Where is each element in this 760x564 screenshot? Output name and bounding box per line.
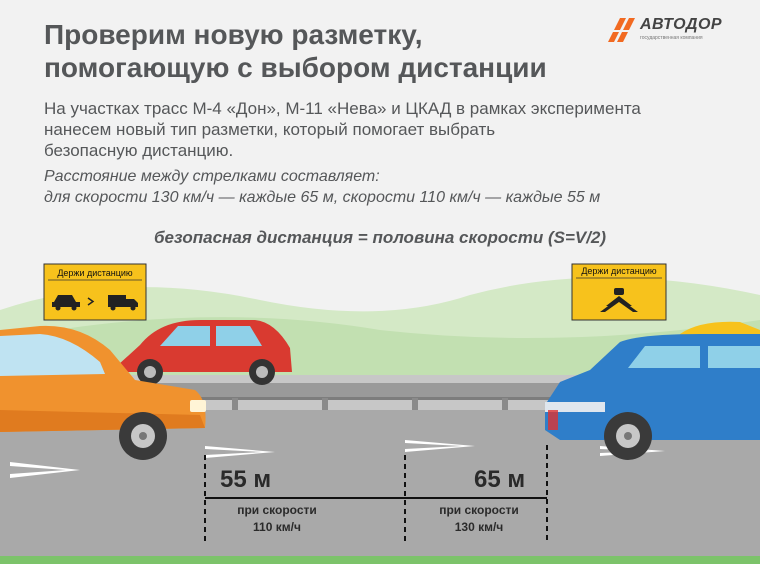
distance-55-note-line-1: при скорости — [237, 503, 317, 517]
sign-right-label: Держи дистанцию — [581, 266, 657, 276]
keep-distance-sign-right — [572, 264, 666, 320]
intro-line-1: На участках трасс М-4 «Дон», М-11 «Нева» и ЦКАД в рамках эксперимента — [44, 99, 641, 118]
distance-55-note-line-2: 110 км/ч — [253, 520, 301, 534]
formula-text: безопасная дистанция = половина скорости (S=V/2) — [153, 228, 607, 247]
distance-65-note-line-2: 130 км/ч — [454, 520, 504, 534]
avtodor-logo — [606, 14, 736, 46]
bottom-green-strip — [0, 556, 760, 564]
title-line-2: помогающую с выбором дистанции — [44, 52, 547, 83]
title-line-1: Проверим новую разметку, — [44, 19, 423, 50]
keep-distance-sign-left — [44, 264, 146, 320]
intro-text — [44, 98, 734, 161]
avtodor-logo-icon — [606, 16, 636, 44]
distance-65-note — [414, 502, 544, 536]
spacing-line-1: Расстояние между стрелками составляет: — [44, 168, 380, 185]
page-title — [44, 18, 547, 84]
distance-65-label: 65 м — [474, 466, 526, 493]
intro-line-3: безопасную дистанцию. — [44, 141, 234, 160]
distance-55-label: 55 м — [220, 466, 272, 493]
brand-name: АВТОДОР — [640, 16, 723, 33]
sign-left-label: Держи дистанцию — [57, 268, 133, 278]
intro-line-2: нанесем новый тип разметки, который помогает выбрать — [44, 120, 496, 139]
distance-55-note — [212, 502, 342, 536]
arrow-spacing-text — [44, 166, 744, 208]
spacing-line-2: для скорости 130 км/ч — каждые 65 м, скорости 110 км/ч — каждые 55 м — [44, 189, 601, 206]
distance-65-note-line-1: при скорости — [439, 503, 519, 517]
road-illustration — [0, 250, 760, 564]
brand-subtitle: государственная компания — [640, 35, 703, 41]
